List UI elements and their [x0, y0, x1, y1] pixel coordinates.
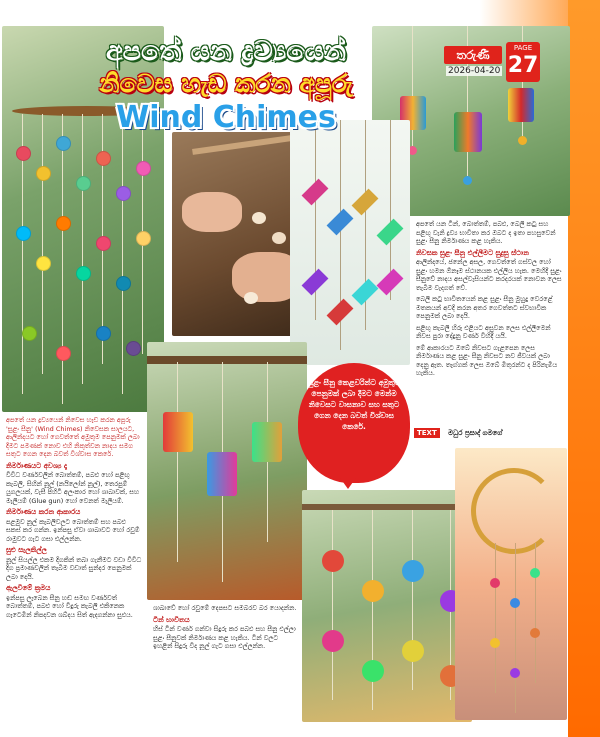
section-body: පළමුව නූල් කැබලිවලට බොත්තම් සහ පබළු සකස් කර ගන්න. ඉන්පසු ඒවා ශාඛාවට හෝ රවුම් රාමුවට ගැට ගසා එල්ලන්න.	[6, 517, 140, 543]
crystal-chimes-photo	[290, 120, 410, 365]
section-body: නූල් සියල්ල එකම දිගකින් තබා ගැනීමට වඩා විවිධ දිග ප්‍රමාණවලින් තැබීම වඩාත් සුන්දර පෙනුමක් ලබා දෙයි.	[6, 555, 142, 581]
section-heading: නිර්මාණයට අවශ්‍ය දෑ	[6, 461, 67, 470]
magazine-brand	[440, 42, 568, 82]
headline	[56, 36, 396, 136]
headline-line-2: නිවෙස හැඩ කරන අපූරු	[99, 69, 353, 98]
heart-chimes-photo	[302, 490, 472, 722]
hands-crafting-photo	[172, 132, 308, 336]
headline-line-3: Wind Chimes	[116, 100, 336, 135]
section-heading: නිර්මාණය කරන ආකාරය	[6, 508, 81, 516]
page-number: 27	[507, 53, 539, 78]
section-heading: නිවසක සුළං සීනු එල්ලීමට සුදුසු ස්ථාන	[416, 248, 529, 257]
side-band	[568, 0, 600, 737]
author-credit	[414, 428, 554, 442]
painted-tins-photo	[147, 342, 307, 600]
section-body: ආලින්දයේ, ජනේල අසල, ගෙවත්තේ ගස්වල හෝ සුළං හමන ඕනෑම ස්ථානයක එල්ලිය හැක. මෙහිදී සුළං සීනුවේ නාදය අසල්වැසියන්ට කරදරයක් නොවන ලෙස තැබීම වැදගත් වේ.	[416, 258, 562, 292]
middle-column-text	[153, 604, 297, 732]
middle-body: ශාඛාවේ හෝ රවුමේ දෙපසට සමබරව බර යොදන්න.	[153, 604, 297, 612]
section-heading: ඇලවීමේ ක්‍රමය	[6, 584, 51, 592]
right-column-text	[416, 220, 564, 424]
intro-paragraph: අපතේ යන ද්‍රව්‍යයෙන් නිවෙස හැඩ කරන අපූරු 'සුළං සීනු' (Wind Chimes) නිවෙසක සාලයට, ආලින්දයට හෝ ගෙවත්තේ අමුතුම පෙනුමක් ලබා දීමට පමණක් නොව එහි නිකුත්වන නාදය සමග සතුට ගෙන දෙන බවත් විශ්වාස කෙරේ.	[6, 416, 140, 458]
issue-date: 2026-04-20	[448, 66, 501, 76]
left-column-text	[6, 416, 142, 734]
credit-tag: TEXT	[414, 428, 440, 438]
speech-bubble	[298, 363, 410, 483]
section-heading: ටින් භාවිතය	[153, 615, 190, 624]
section-body: විවිධ වර්ණවලින් බොත්තම්, පබළු හෝ පළිඟු කැබලි, සිහින් නූල් (නයිලෝන් නූල්), තෙරපුම් යුගලයක්, වැසී පිහිටි අලංකාර හෝ ශාඛාවක්, සහ මැලියම් (Glue gun) හෝ වෙනත් මැලියම්.	[6, 471, 140, 505]
section-body: බෙලි කටු භාවිතයෙන් කළ සුළං සීනු මුහුදු වෙරළේ මතකයන් අවදි කරන අතර ගෙවත්තට ස්වභාවික පෙනුමක් ලබා දෙයි.	[416, 295, 553, 320]
page-badge	[506, 42, 540, 82]
author-name: මධුර ප්‍රසාද් ගමගේ	[448, 429, 503, 437]
section-heading: සුළු සැලකිල්ල	[6, 546, 47, 554]
section-body: ඉන්පසු ලැබෙන සීනු හඬ සමඟ වර්ණවත් බොත්තම්, පබළු හෝ වීදුරු කැබලි එකිනෙක ගැටෙමින් නිපදවන ශබ්දය සිත් ඇදගන්නා සුළුය.	[6, 593, 133, 619]
page-label: PAGE	[513, 44, 533, 52]
headline-line-1: අපතේ යන ද්‍රව්‍යයෙන්	[106, 36, 346, 67]
section-body: පළිඟු කැබලි හිරු එළියට අසුවන ලෙස එල්ලීමෙන් නිවස පුරා දේදුනු වර්ණ විහිදී යයි.	[416, 323, 551, 340]
bubble-tail	[338, 475, 358, 489]
section-body: හිස් ටින් වර්ණ ගන්වා සිදුරු කර පබළු සහ සීනු එල්ලා සුළං සීනුවක් නිර්මාණය කළ හැකිය. ටින් වලට ඉහළින් සිදුරු විද නූල් ගැට ගසා එල්ලන්න.	[153, 625, 296, 650]
brand-name: තරුණී	[444, 46, 502, 64]
section-body: මේ ආකාරයට ඔබේ නිවසට ගැළපෙන ලෙස නිර්මාණය කළ සුළං සීනු නිවසට නව ජීවයක් ලබා දෙනු ඇත. තෑග්ගක් ලෙස ඔබේ මිතුරන්ට ද පිරිනැමිය හැකිය.	[416, 343, 558, 377]
right-intro: අපතේ යන ටින්, බොත්තම්, පබළු, බෙලි කටු සහ පළිඟු වැනි ද්‍රව්‍ය භාවිතා කර ඔබට ද ඉතා පහසුවෙන් සුළං සීනු නිර්මාණය කළ හැකිය.	[416, 220, 556, 245]
moon-chime-photo	[455, 448, 567, 720]
bubble-text: සුළං සීනු කෙළවරින්ට අමුතුම පෙනුමක් ලබා දීමට මෙන්ම නිවෙසට වාසනාව සහ සතුට ගෙන දෙන බවත් විශ්වාස කෙරේ.	[307, 378, 401, 431]
